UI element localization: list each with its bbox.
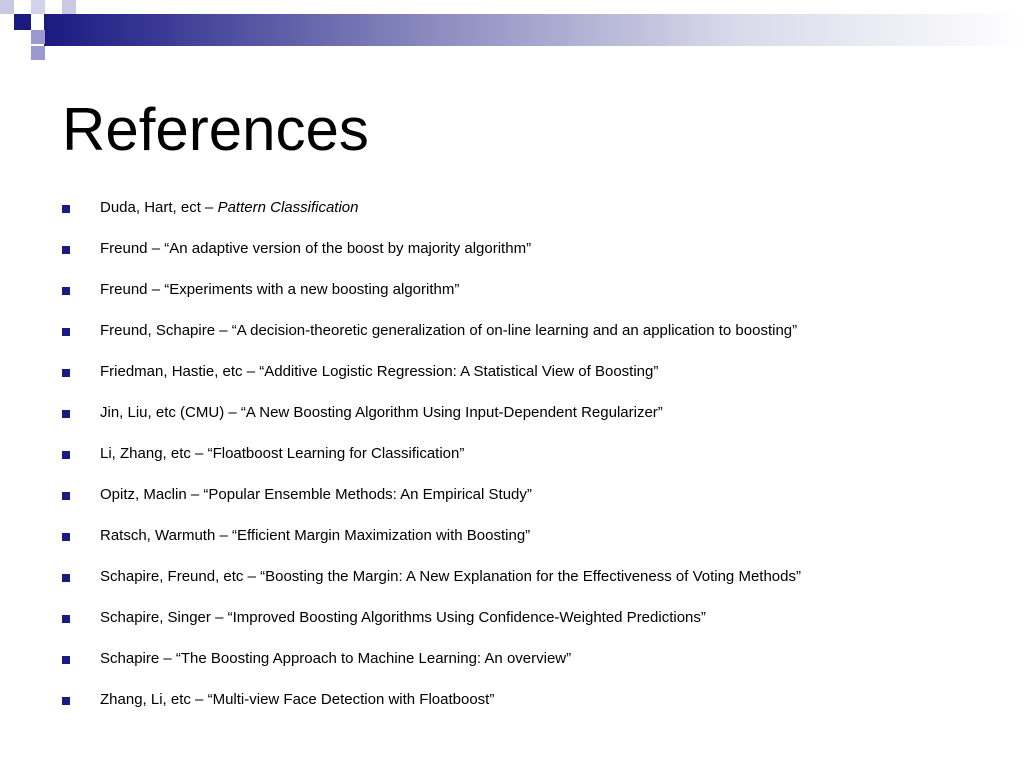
reference-authors: Ratsch, Warmuth (100, 527, 216, 544)
reference-item (62, 644, 1002, 685)
reference-title: “Experiments with a new boosting algorithm” (164, 281, 460, 298)
reference-separator: – (159, 650, 176, 667)
square-bullet-icon (62, 369, 70, 377)
reference-separator: – (242, 363, 260, 380)
reference-authors: Schapire, Freund, etc (100, 568, 244, 585)
square-bullet-icon (62, 451, 70, 459)
decorative-square (0, 0, 14, 14)
reference-title: “A decision-theoretic generalization of on-line learning and an application to boosting” (231, 322, 798, 339)
square-bullet-icon (62, 615, 70, 623)
square-bullet-icon (62, 328, 70, 336)
decorative-square (31, 46, 45, 60)
decorative-square (45, 0, 59, 14)
decorative-square (31, 0, 45, 14)
reference-title: “Efficient Margin Maximization with Boosting” (232, 527, 531, 544)
reference-item (62, 521, 1002, 562)
reference-title: “Popular Ensemble Methods: An Empirical Study” (203, 486, 532, 503)
square-bullet-icon (62, 697, 70, 705)
reference-title: Pattern Classification (217, 199, 359, 216)
reference-item (62, 562, 1002, 603)
reference-separator: – (190, 691, 208, 708)
decorative-square (31, 30, 45, 44)
header-gradient-bar (44, 14, 1024, 46)
reference-authors: Li, Zhang, etc (100, 445, 191, 462)
reference-separator: – (190, 445, 208, 462)
reference-title: “Floatboost Learning for Classification” (207, 445, 465, 462)
reference-title: “The Boosting Approach to Machine Learning: An overview” (175, 650, 572, 667)
slide-title: References (62, 96, 369, 163)
reference-authors: Friedman, Hastie, etc (100, 363, 243, 380)
decorative-square (14, 30, 28, 44)
reference-item (62, 685, 1002, 726)
reference-item (62, 316, 1002, 357)
reference-authors: Schapire (100, 650, 160, 667)
reference-separator: – (243, 568, 261, 585)
reference-item (62, 480, 1002, 521)
reference-authors: Opitz, Maclin (100, 486, 187, 503)
references-list (62, 193, 1002, 726)
square-bullet-icon (62, 492, 70, 500)
square-bullet-icon (62, 410, 70, 418)
reference-authors: Jin, Liu, etc (CMU) (100, 404, 225, 421)
decorative-square (14, 14, 31, 30)
reference-title: “Multi-view Face Detection with Floatboost” (207, 691, 495, 708)
square-bullet-icon (62, 574, 70, 582)
reference-item (62, 603, 1002, 644)
reference-title: “A New Boosting Algorithm Using Input-Dependent Regularizer” (240, 404, 663, 421)
square-bullet-icon (62, 205, 70, 213)
reference-item (62, 193, 1002, 234)
reference-title: “Boosting the Margin: A New Explanation for the Effectiveness of Voting Methods” (260, 568, 801, 585)
square-bullet-icon (62, 533, 70, 541)
header-decoration (0, 0, 1024, 64)
square-bullet-icon (62, 287, 70, 295)
reference-separator: – (215, 527, 232, 544)
reference-item (62, 439, 1002, 480)
reference-title: “Additive Logistic Regression: A Statistical View of Boosting” (259, 363, 659, 380)
reference-authors: Schapire, Singer (100, 609, 211, 626)
reference-authors: Freund (100, 281, 148, 298)
reference-item (62, 357, 1002, 398)
reference-separator: – (224, 404, 241, 421)
reference-separator: – (215, 322, 232, 339)
reference-separator: – (147, 281, 165, 298)
reference-authors: Zhang, Li, etc (100, 691, 191, 708)
reference-separator: – (210, 609, 228, 626)
reference-separator: – (186, 486, 204, 503)
reference-item (62, 234, 1002, 275)
reference-separator: – (147, 240, 165, 257)
reference-item (62, 275, 1002, 316)
reference-authors: Duda, Hart, ect (100, 199, 201, 216)
decorative-square (62, 0, 76, 14)
reference-title: “An adaptive version of the boost by majority algorithm” (164, 240, 532, 257)
reference-title: “Improved Boosting Algorithms Using Confidence-Weighted Predictions” (227, 609, 706, 626)
reference-item (62, 398, 1002, 439)
reference-authors: Freund (100, 240, 148, 257)
square-bullet-icon (62, 656, 70, 664)
reference-authors: Freund, Schapire (100, 322, 216, 339)
reference-separator: – (200, 199, 218, 216)
square-bullet-icon (62, 246, 70, 254)
